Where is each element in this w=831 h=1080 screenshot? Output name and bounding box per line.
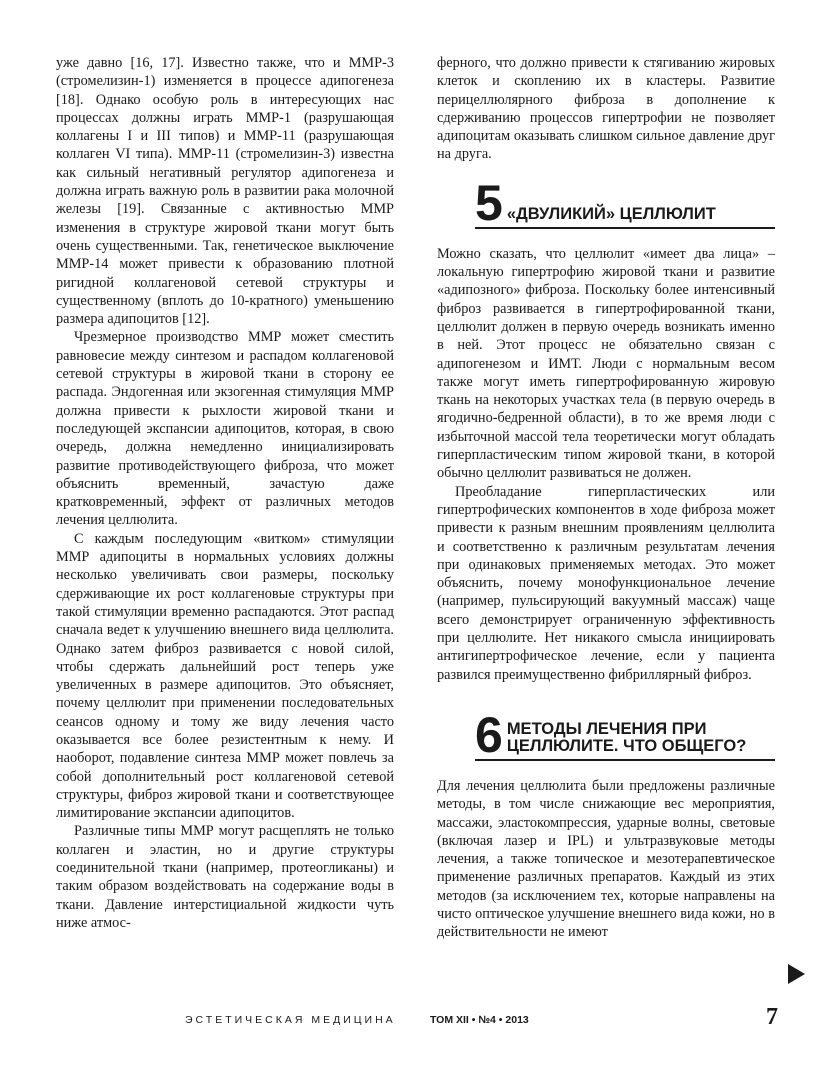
journal-title: ЭСТЕТИЧЕСКАЯ МЕДИЦИНА [185, 1014, 396, 1026]
body-paragraph: С каждым последующим «витком» стимуляции ММР адипоциты в нормальных условиях должны несколько увеличивать свои размеры, поскольку сдерживающие их рост коллагеновые структуры при такой стимуляции временно распадаются. Этот распад сначала ведет к улучшению внешнего вида целлюлита. Однако затем фиброз развивается с новой силой, чтобы сдержать дальнейший рост теперь уже увеличенных в размере адипоцитов. Это объясняет, почему целлюлит при применении последовательных сеансов одному и тому же виду лечения часто оказывается все более резистентным к нему. И наоборот, подавление синтеза ММР может повлечь за собой дополнительный рост коллагеновой сетевой структуры, фиброз жировой ткани и соответствующее лимитирование экспансии адипоцитов. [56, 530, 394, 822]
section-number: 5 [475, 174, 503, 231]
section-5-heading [475, 174, 775, 231]
issue-info: ТОМ XII • №4 • 2013 [430, 1014, 529, 1026]
page-footer [0, 1004, 831, 1034]
body-paragraph: Преобладание гиперпластических или гипертрофических компонентов в ходе фиброза может привести к разным внешним проявлениям целлюлита и соответственно к различным результатам лечения при одинаковых применяемых методах. Это может объяснить, почему монофункциональное лечение (например, пульсирующий вакуумный массаж) чаще всего демонстрирует ограниченную эффективность при целлюлите. Нет никакого смысла инициировать антигипертрофическое лечение, если у пациента развился преимущественно фибриллярный фиброз. [437, 483, 775, 683]
body-paragraph: ферного, что должно привести к стягиванию жировых клеток и скоплению их в кластеры. Развитие перицеллюлярного фиброза в дополнение к сдерживанию процессов гипертрофии не позволяет адипоцитам оказывать слишком сильное давление друг на друга. [437, 55, 775, 163]
section-title-line: МЕТОДЫ ЛЕЧЕНИЯ ПРИ [506, 719, 707, 738]
body-paragraph: уже давно [16, 17]. Известно также, что и ММР-3 (стромелизин-1) изменяется в процессе адипогенеза [18]. Однако особую роль в интересующих нас процессах должны играть ММР-1 (разрушающая коллагены I и III типов) и ММР-11 (разрушающая коллаген VI типа). ММР-11 (стромелизин-3) известна как сильный негативный регулятор адипогенеза и должна играть важную роль в развитии рака молочной железы [19]. Связанные с активностью ММР изменения в структуре жировой ткани могут быть очень существенными. Так, генетическое выключение ММР-14 может привести к образованию плотной ригидной коллагеновой сетевой структуры и существенному (вплоть до 10-кратного) уменьшению размера адипоцитов [12]. [56, 55, 394, 328]
section-title [507, 721, 747, 756]
section-number: 6 [475, 706, 503, 763]
continue-arrow-icon [788, 964, 805, 984]
section-6-heading [475, 706, 775, 763]
left-column [56, 54, 394, 932]
body-paragraph: Различные типы ММР могут расщеплять не только коллаген и эластин, но и другие структуры соединительной ткани (например, протеогликаны) и таким образом воздействовать на содержание воды в ткани. Давление интерстициальной жидкости чуть ниже атмос- [56, 823, 394, 931]
body-paragraph: Для лечения целлюлита были предложены различные методы, в том числе снижающие вес мероприятия, массажи, эластокомпрессия, ударные волны, световые (включая лазер и IPL) и ультразвуковые методы лечения, а также топическое и мезотерапевтическое применение различных препаратов. Каждый из этих методов (за исключением тех, которые направлены на чисто оптическое улучшение внешнего вида кожи, но в действительности не имеют [437, 777, 775, 941]
page-number: 7 [766, 1004, 778, 1030]
body-paragraph: Можно сказать, что целлюлит «имеет два лица» – локальную гипертрофию жировой ткани и развитие «адипозного» фиброза. Поскольку более интенсивный фиброз развивается в гипертрофированной ткани, целлюлит должен в первую очередь возникать именно в ней. Этот процесс не обязательно связан с адипогенезом и ИМТ. Люди с нормальным весом также могут иметь гипертрофированную жировую ткань на некоторых участках тела (в первую очередь в ягодично-бедренной области), в то же время люди с избыточной массой тела теоретически могут обладать гиперпластическим типом жировой ткани, в которой обычно целлюлит развиваться не должен. [437, 245, 775, 482]
section-title-line: ЦЕЛЛЮЛИТЕ. ЧТО ОБЩЕГО? [506, 736, 747, 755]
right-column [437, 54, 775, 942]
section-title: «ДВУЛИКИЙ» ЦЕЛЛЮЛИТ [506, 204, 716, 223]
body-paragraph: Чрезмерное производство ММР может сместить равновесие между синтезом и распадом коллагеновой сетевой структуры в жировой ткани в сторону ее распада. Эндогенная или экзогенная стимуляция ММР должна привести к рыхлости жировой ткани и последующей экспансии адипоцитов, которая, в свою очередь, должна немедленно инициализировать развитие противодействующего фиброза, что может объяснить временный, зачастую даже кратковременный, эффект от различных методов лечения целлюлита. [56, 329, 394, 529]
